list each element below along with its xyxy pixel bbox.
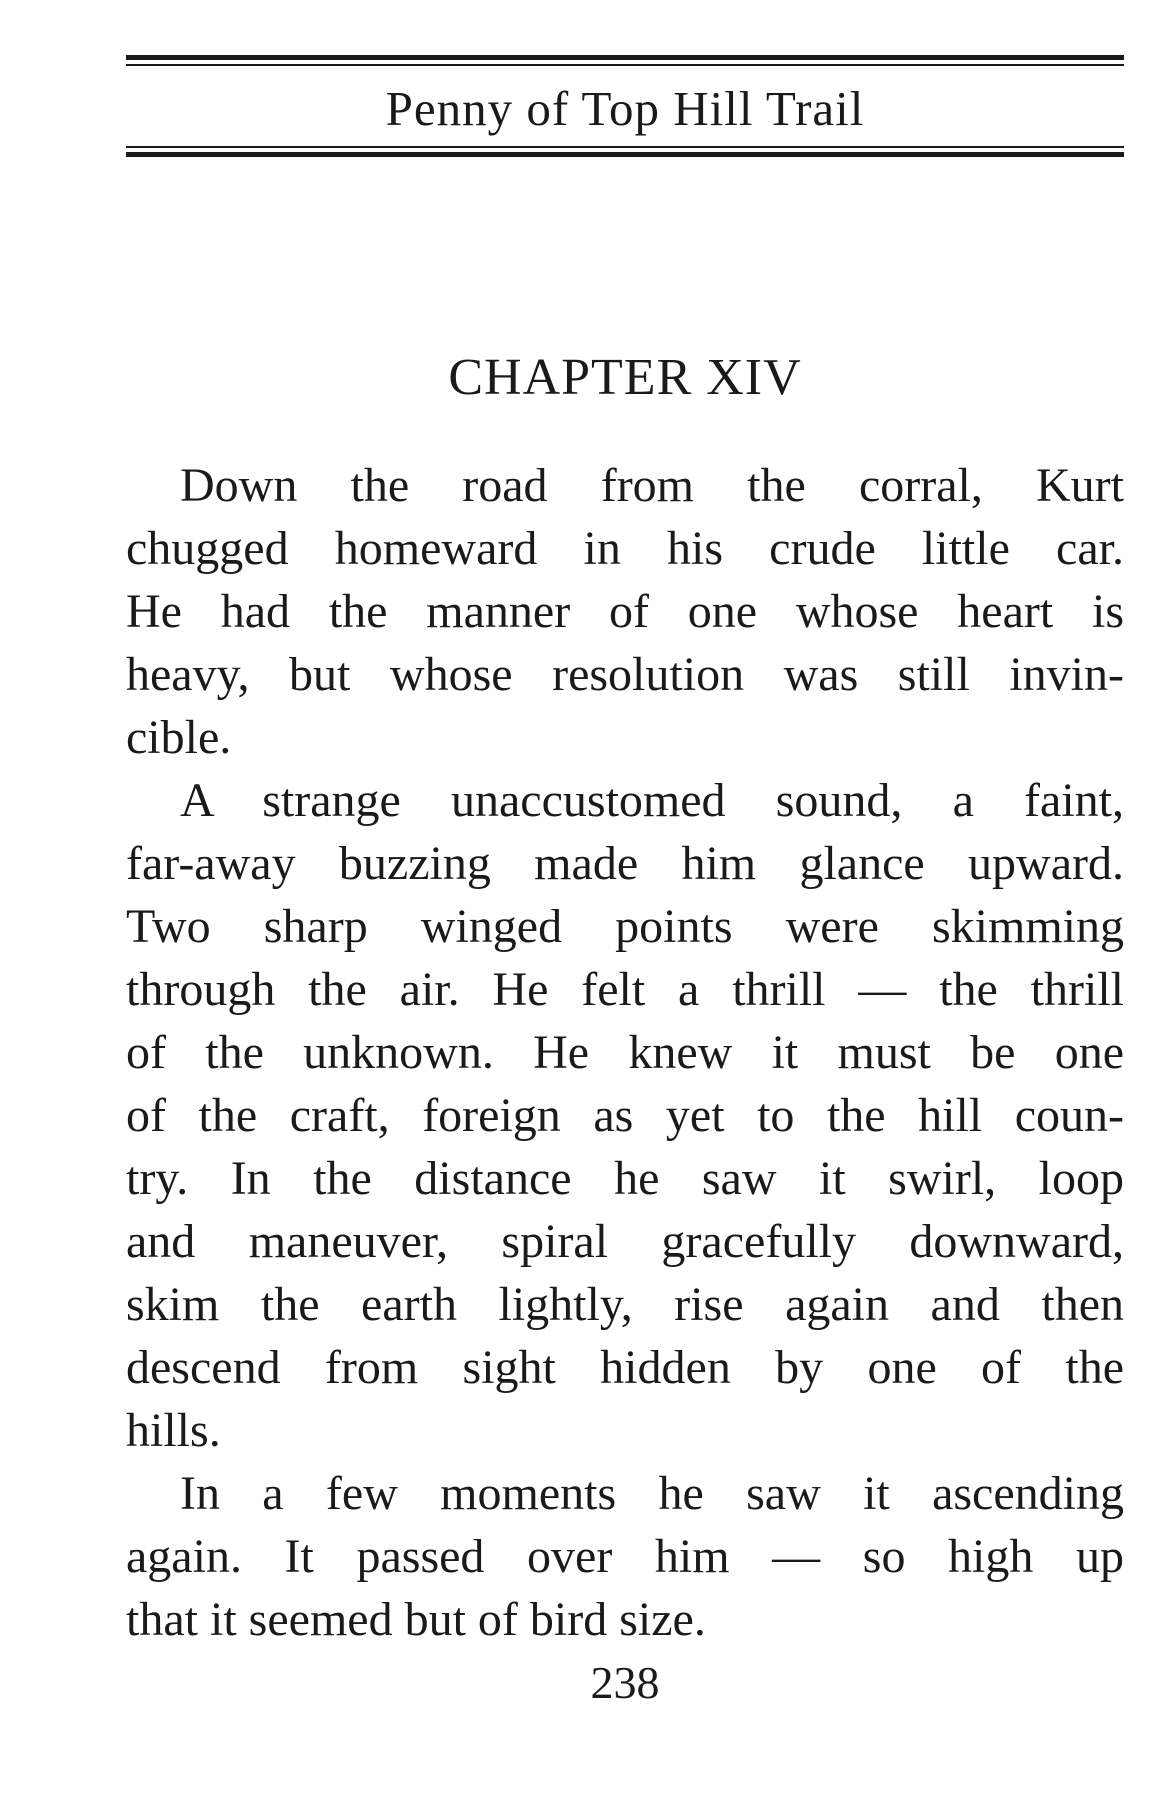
body-text [126, 454, 1124, 1651]
text-line: cible. [126, 711, 232, 764]
text-line: skim the earth lightly, rise again and then [126, 1278, 1124, 1331]
page-number: 238 [590, 1657, 660, 1708]
text-line: of the unknown. He knew it must be one [126, 1026, 1124, 1079]
text-line: Two sharp winged points were skimming [126, 900, 1124, 953]
text-line: again. It passed over him — so high up [126, 1530, 1124, 1583]
text-line: A strange unaccustomed sound, a faint, [180, 774, 1124, 827]
text-line: He had the manner of one whose heart is [126, 585, 1124, 638]
text-line: Down the road from the corral, Kurt [180, 459, 1124, 512]
paragraph [126, 454, 1124, 769]
header-top-rule [126, 55, 1124, 66]
text-line: of the craft, foreign as yet to the hill coun- [126, 1089, 1124, 1142]
text-line: In a few moments he saw it ascending [180, 1467, 1124, 1520]
text-line: descend from sight hidden by one of the [126, 1341, 1124, 1394]
text-line: try. In the distance he saw it swirl, loop [126, 1152, 1124, 1205]
paragraph [126, 769, 1124, 1462]
text-line: chugged homeward in his crude little car. [126, 522, 1124, 575]
paragraph [126, 1462, 1124, 1651]
header-bottom-rule [126, 146, 1124, 157]
text-line: that it seemed but of bird size. [126, 1593, 706, 1646]
text-line: through the air. He felt a thrill — the thrill [126, 963, 1124, 1016]
chapter-heading: CHAPTER XIV [448, 349, 802, 406]
text-line: hills. [126, 1404, 221, 1457]
running-title: Penny of Top Hill Trail [385, 81, 865, 136]
text-line: and maneuver, spiral gracefully downward, [126, 1215, 1124, 1268]
text-line: far-away buzzing made him glance upward. [126, 837, 1124, 890]
text-line: heavy, but whose resolution was still invin- [126, 648, 1124, 701]
